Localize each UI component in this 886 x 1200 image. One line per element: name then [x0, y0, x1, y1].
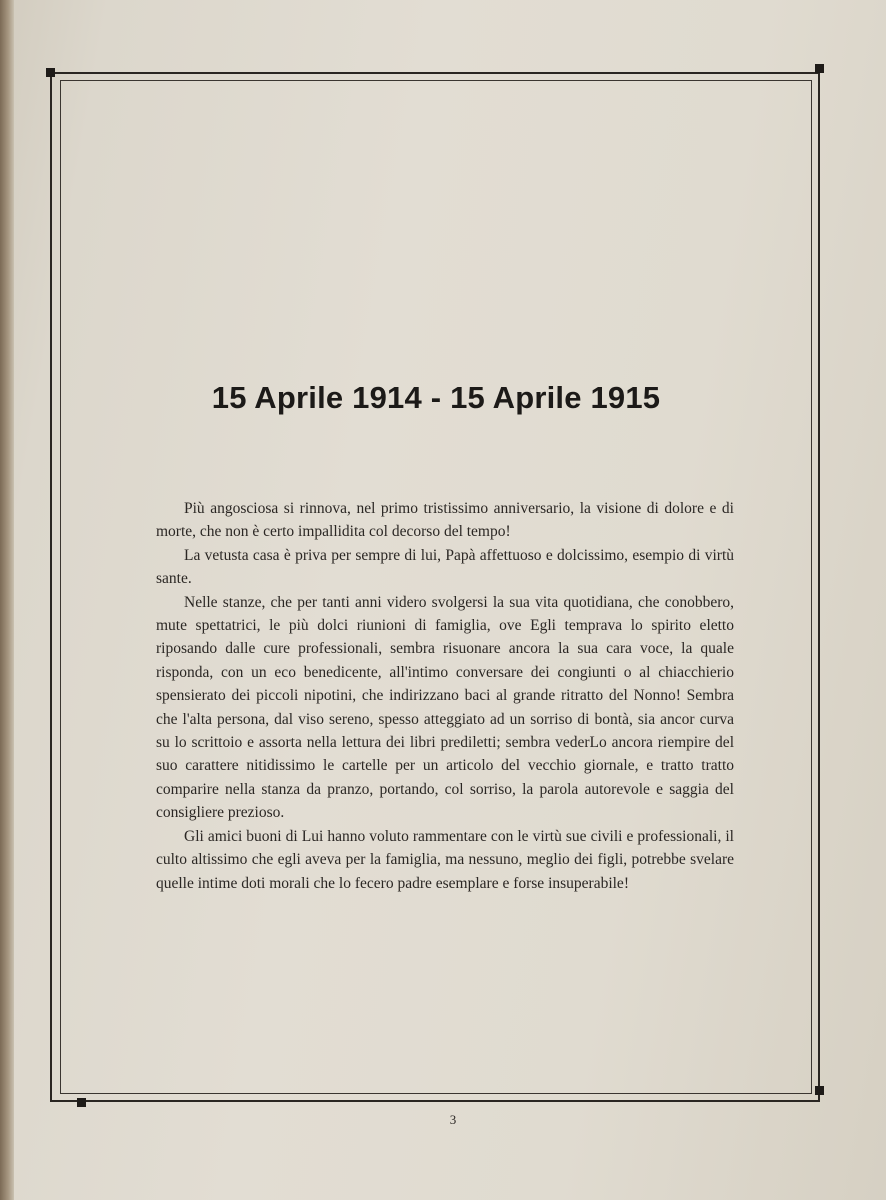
paragraph-2: La vetusta casa è priva per sempre di lui, Papà affettuoso e dolcissimo, esempio di virtù sante.	[156, 546, 734, 588]
paragraph-1: Più angosciosa si rinnova, nel primo tristissimo anniversario, la visione di dolore e di morte, che non è certo impallidita col decorso del tempo!	[156, 500, 734, 541]
border-corner-top-left	[46, 68, 55, 77]
paragraph-4: Gli amici buoni di Lui hanno voluto rammentare con le virtù sue civili e professionali, il culto altissimo che egli aveva per la famiglia, ma nessuno, meglio dei figli, potrebbe svelare quelle intime doti morali che lo fecero padre esemplare e forse insuperabile!	[156, 827, 734, 892]
body-text	[156, 497, 734, 895]
paragraph-3: Nelle stanze, che per tanti anni videro svolgersi la sua vita quotidiana, che conobbero, mute spettatrici, le più dolci riunioni di famiglia, ove Egli temprava lo spirito eletto riposando dalle cure professionali, sembra risuonare ancora la sua cara voce, la quale risponda, con un eco benedicente, all'intimo conversare dei congiunti o al chiacchierio spensierato dei piccoli nipotini, che indirizzano baci al grande ritratto del Nonno! Sembra che l'alta persona, dal viso sereno, spesso atteggiato ad un sorriso di bontà, sia ancor curva su lo scrittoio e assorta nella lettura dei libri prediletti; sembra vederLo ancora riempire del suo carattere nitidissimo le cartelle per un articolo del vecchio giornale, e tratto tratto comparire nella stanza da pranzo, portando, col sorriso, la parola autorevole e saggia del consigliere prezioso.	[156, 593, 734, 822]
book-spine-shadow	[0, 0, 14, 1200]
page-number: 3	[449, 1112, 457, 1127]
border-corner-bottom-right	[815, 1086, 824, 1095]
page-title: 15 Aprile 1914 - 15 Aprile 1915	[211, 380, 661, 415]
border-corner-bottom-left	[77, 1098, 86, 1107]
border-corner-top-right	[815, 64, 824, 73]
